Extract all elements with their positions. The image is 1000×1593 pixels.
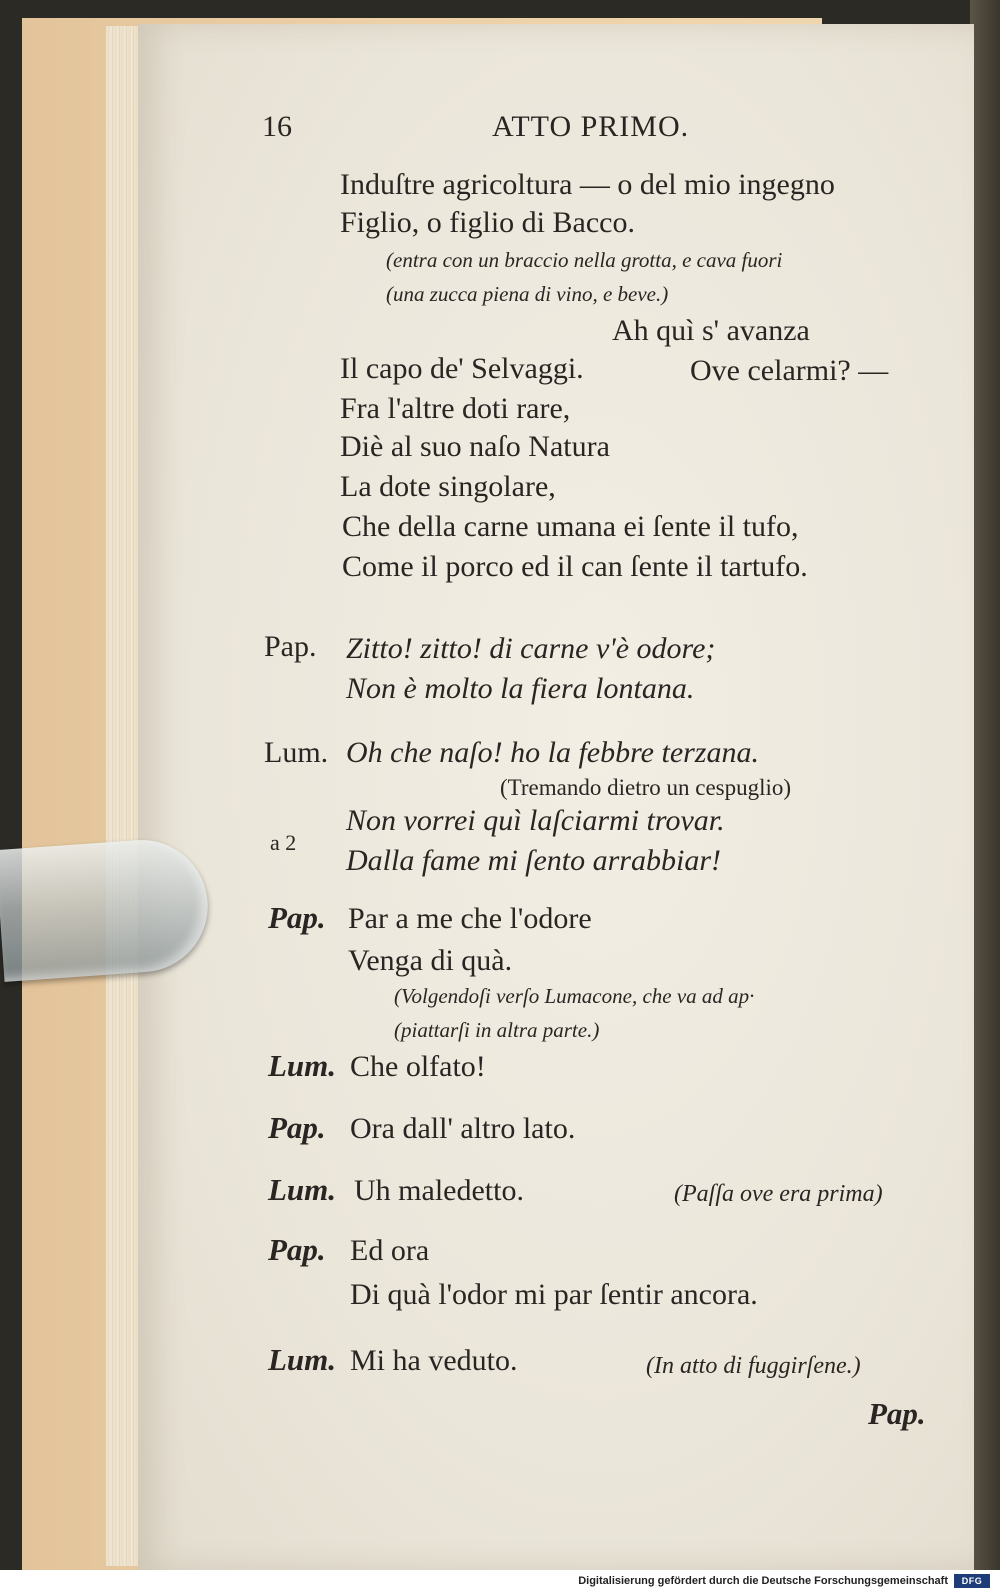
sung-line: Di quà l'odor mi par ſentir ancora.: [350, 1278, 758, 1311]
facing-page-edge: [970, 0, 1000, 1570]
speaker-label: Pap.: [268, 1232, 326, 1267]
stage-direction: (una zucca piena di vino, e beve.): [386, 282, 669, 306]
speaker-label: Lum.: [268, 1048, 337, 1083]
running-title: ATTO PRIMO.: [492, 110, 690, 143]
speaker-label: Lum.: [264, 736, 329, 769]
sung-line: Ed ora: [350, 1234, 430, 1267]
speaker-label: Pap.: [264, 630, 317, 663]
dfg-logo: DFG: [954, 1574, 990, 1588]
verse-line: Fra l'altre doti rare,: [340, 392, 571, 425]
sung-line: Dalla fame mi ſento arrabbiar!: [346, 844, 721, 877]
stage-direction: (Tremando dietro un cespuglio): [500, 775, 792, 800]
stage-direction: (piattarſi in altra parte.): [394, 1018, 600, 1042]
stage-direction: (entra con un braccio nella grotta, e cava fuori: [386, 248, 783, 272]
verse-line: Il capo de' Selvaggi.: [340, 352, 584, 385]
sung-line: Oh che naſo! ho la febbre terzana.: [346, 736, 759, 769]
sung-line: Che olfato!: [350, 1050, 486, 1083]
verse-line: Che della carne umana ei ſente il tufo,: [342, 510, 799, 543]
sung-line: Venga di quà.: [348, 944, 513, 977]
speaker-label: Lum.: [268, 1342, 337, 1377]
footer-bar: [0, 1570, 1000, 1593]
verse-line: Ove celarmi? —: [690, 354, 889, 387]
duet-label: a 2: [270, 830, 297, 855]
page-number: 16: [262, 110, 292, 143]
sung-line: Par a me che l'odore: [348, 902, 592, 935]
sung-line: Ora dall' altro lato.: [350, 1112, 576, 1145]
stage-direction: (Paſſa ove era prima): [674, 1181, 883, 1207]
verse-line: Come il porco ed il can ſente il tartufo.: [342, 550, 808, 583]
speaker-label: Lum.: [268, 1172, 337, 1207]
sung-line: Uh maledetto.: [354, 1174, 524, 1207]
sung-line: Non è molto la fiera lontana.: [346, 672, 695, 705]
verse-line: Ah quì s' avanza: [612, 314, 810, 347]
sung-line: Non vorrei quì laſciarmi trovar.: [346, 804, 725, 837]
sung-line: Mi ha veduto.: [350, 1344, 518, 1377]
verse-line: Diè al suo naſo Natura: [340, 430, 610, 463]
verse-line: La dote singolare,: [340, 470, 556, 503]
sung-line: Zitto! zitto! di carne v'è odore;: [346, 632, 716, 665]
verse-line: Figlio, o figlio di Bacco.: [340, 206, 635, 239]
catchword: Pap.: [868, 1396, 926, 1431]
footer-credit: Digitalisierung gefördert durch die Deutsche Forschungsgemeinschaft: [578, 1575, 948, 1587]
stage-direction: (In atto di fuggirſene.): [646, 1353, 861, 1379]
stage-direction: (Volgendoſi verſo Lumacone, che va ad ap·: [394, 984, 755, 1008]
speaker-label: Pap.: [268, 1110, 326, 1145]
verse-line: Induſtre agricoltura — o del mio ingegno: [340, 168, 835, 201]
book-page: [138, 24, 974, 1570]
speaker-label: Pap.: [268, 900, 326, 935]
